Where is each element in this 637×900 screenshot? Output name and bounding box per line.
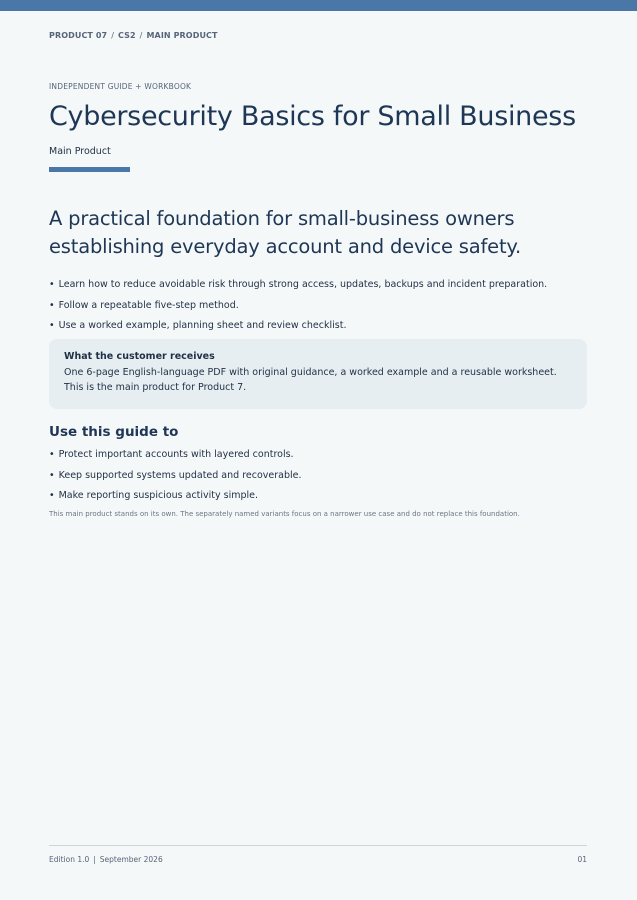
page-number: 01 bbox=[577, 855, 587, 864]
footer-separator: | bbox=[93, 855, 96, 864]
breadcrumb-item-code: CS2 bbox=[118, 31, 136, 40]
eyebrow-label: INDEPENDENT GUIDE + WORKBOOK bbox=[49, 82, 192, 91]
breadcrumb-item-main-product: MAIN PRODUCT bbox=[146, 31, 218, 40]
callout-title: What the customer receives bbox=[64, 351, 215, 362]
footer-edition bbox=[49, 855, 163, 864]
footer-divider bbox=[49, 845, 587, 846]
edition-label: Edition 1.0 bbox=[49, 855, 90, 864]
deliverables-callout bbox=[49, 339, 587, 409]
list-item: • Protect important accounts with layered controls. bbox=[49, 448, 302, 469]
lede-paragraph: A practical foundation for small-business owners establishing everyday account and device safety. bbox=[49, 207, 521, 258]
title-underline bbox=[49, 167, 130, 172]
breadcrumb-item-product: PRODUCT 07 bbox=[49, 31, 108, 40]
breadcrumb-separator: / bbox=[139, 31, 143, 40]
list-item: • Follow a repeatable five-step method. bbox=[49, 299, 547, 320]
top-accent-bar bbox=[0, 0, 637, 11]
footnote: This main product stands on its own. The separately named variants focus on a narrower use case and do not replace this foundation. bbox=[49, 510, 520, 518]
callout-body: One 6-page English-language PDF with original guidance, a worked example and a reusable worksheet. This is the main product for Product 7. bbox=[64, 367, 557, 393]
list-item: • Use a worked example, planning sheet and review checklist. bbox=[49, 319, 547, 340]
usage-bullet-list bbox=[49, 448, 302, 510]
section-title: Use this guide to bbox=[49, 424, 179, 440]
list-item: • Make reporting suspicious activity simple. bbox=[49, 489, 302, 510]
list-item: • Keep supported systems updated and recoverable. bbox=[49, 469, 302, 490]
page-title: Cybersecurity Basics for Small Business bbox=[49, 101, 576, 132]
breadcrumb-separator: / bbox=[111, 31, 115, 40]
intro-bullet-list bbox=[49, 278, 547, 340]
edition-date: September 2026 bbox=[99, 855, 163, 864]
page-subtitle: Main Product bbox=[49, 146, 111, 157]
breadcrumb bbox=[49, 31, 218, 40]
list-item: • Learn how to reduce avoidable risk through strong access, updates, backups and incident preparation. bbox=[49, 278, 547, 299]
